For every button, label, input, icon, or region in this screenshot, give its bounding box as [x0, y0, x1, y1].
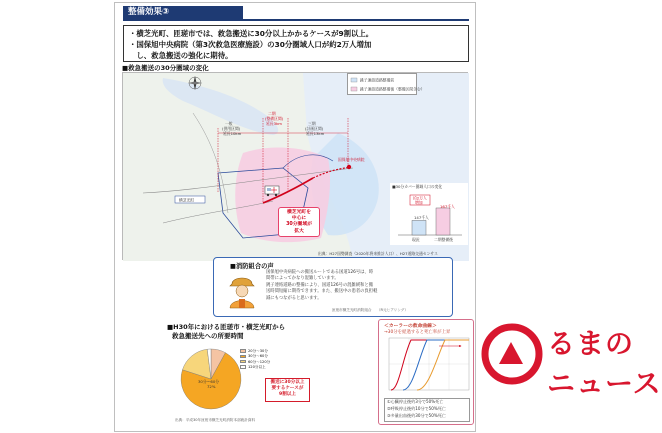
pie-legend	[240, 349, 278, 371]
summary-line-1: ・横芝光町、匝瑳市では、救急搬送に30分以上かかるケースが9割以上。	[129, 29, 374, 38]
fire-title: ■消防組合の声	[230, 263, 274, 270]
legend-after: 銚子連絡道路整備後（整備区間含む）	[360, 86, 425, 92]
bubble-line-3: 30分圏域が	[286, 222, 312, 228]
pie-callout-line-3: 9割以上	[279, 392, 296, 398]
svg-text:延長13km: 延長13km	[306, 131, 325, 136]
curve-legend	[384, 398, 470, 422]
bubble-line-1: 横芝光町を	[287, 210, 311, 215]
pie-callout-line-2: 要するケースが	[271, 386, 304, 392]
slide-title: 整備効果③	[123, 6, 243, 19]
map-legend	[347, 73, 425, 95]
pie-source: 出典：平成30年匝瑳市横芝光町消防本部統計資料	[175, 418, 256, 422]
curve-subtitle: →30分を経過すると死亡率が上昇	[384, 330, 451, 335]
svg-text:延長3km: 延長3km	[266, 121, 282, 126]
pie-legend-item-2: 30分～60分	[240, 354, 278, 359]
curve-legend-1: ①心臓停止後約3分で50%死亡	[387, 399, 444, 404]
coverage-callout	[278, 207, 320, 237]
inset-after-label: 167千人	[440, 204, 455, 209]
pie-callout	[265, 378, 310, 402]
population-inset-chart	[390, 183, 468, 245]
summary-line-2: ・国保旭中央病院（第3次救急医療施設）の30分圏域人口が約2万人増加	[129, 40, 372, 49]
pie-legend-item-3: 60分～120分	[240, 360, 278, 365]
curve-title: ＜カーラーの救命曲線＞	[384, 324, 437, 329]
svg-text:(供用区間): (供用区間)	[222, 126, 241, 131]
inset-bar-1	[412, 220, 426, 235]
survival-curve-chart	[383, 336, 471, 396]
inset-increase-1: 約2万人	[413, 195, 427, 201]
inset-bar-2	[436, 208, 450, 235]
summary-line-3: し、救急搬送の強化に期待。	[129, 51, 233, 60]
svg-text:(計画区間): (計画区間)	[305, 126, 324, 131]
pie-legend-item-4: 120分以上	[240, 365, 278, 370]
hospital-label: 国保旭中央病院	[338, 157, 365, 162]
bubble-line-2: 中心に	[291, 216, 307, 222]
pie-heading-1: ■H30年における匝瑳市・横芝光町から	[167, 323, 286, 331]
hospital-marker-icon	[347, 165, 351, 169]
summary-box	[123, 25, 469, 62]
legend-before: 銚子連絡道路整備前	[360, 77, 395, 83]
map-section-heading: ■救急搬送の30分圏域の変化	[122, 64, 209, 72]
town-label: 横芝光町	[179, 197, 195, 203]
pie-center-label-2: 72%	[207, 384, 216, 389]
watermark-text-1: るまの	[547, 327, 635, 360]
fire-dept-voice	[213, 257, 453, 317]
pie-center-label-1: 30分～60分	[198, 379, 220, 384]
fire-text-line-1: 国保旭中央病院への搬送ルートである国道126号は、時	[266, 270, 374, 275]
curve-legend-2: ②呼吸停止後約10分で50%死亡	[387, 405, 446, 411]
kurumanews-logo-icon	[481, 322, 543, 386]
fire-signature: 匝瑳市横芝光町消防組合 （R元ヒアリング）	[332, 308, 409, 312]
map-source: 出典：H27国勢調査（2020年将来推計人口）、H27道路交通センサス	[318, 251, 438, 256]
inset-cat-1: 現況	[412, 237, 420, 242]
pie-chart	[174, 343, 249, 413]
inset-cat-2: 二期整備後	[434, 237, 453, 242]
segment-left-label: 一般	[225, 121, 233, 126]
firefighter-icon	[224, 270, 260, 310]
inset-increase-2: 増加	[415, 200, 423, 205]
fire-text-line-2: 間帯によってかなり混雑しています。	[266, 276, 339, 282]
inset-title: ■30分カバー圏域人口の変化	[392, 184, 443, 189]
pie-legend-item-1: 20分～30分	[240, 349, 278, 354]
inset-before-label: 147千人	[414, 215, 429, 220]
curve-legend-3: ③多量出血後約30分で50%死亡	[387, 412, 446, 418]
watermark-text-2: ニュース	[547, 367, 662, 400]
pie-heading-2: 救急搬送先への所要時間	[172, 332, 244, 340]
segment-right-label: 三期	[308, 121, 316, 126]
bubble-line-4: 拡大	[294, 228, 304, 234]
svg-text:延長10km: 延長10km	[223, 131, 242, 136]
pie-callout-line-1: 搬送に30分以上	[270, 380, 305, 385]
fire-text-line-5: 減にもつながると思います。	[266, 295, 322, 301]
survival-curve-box	[378, 319, 474, 425]
fire-text	[266, 270, 446, 302]
segment-mid-label: 二期	[268, 111, 276, 116]
fire-text-line-3: 銚子連絡道路の整備により、国道126号の混雑緩和と搬	[266, 282, 374, 288]
title-rule	[123, 19, 469, 21]
svg-text:(整備区間): (整備区間)	[265, 116, 284, 121]
fire-text-line-4: 送時間短縮に期待できます。また、搬送中の患者の負担軽	[266, 289, 378, 295]
